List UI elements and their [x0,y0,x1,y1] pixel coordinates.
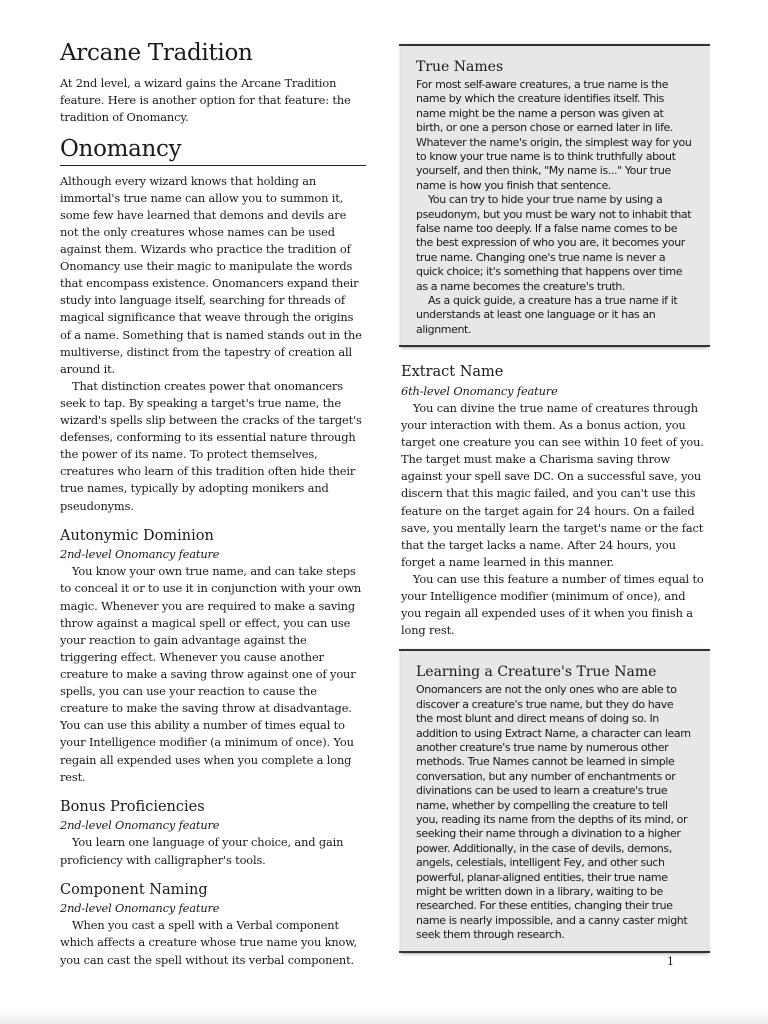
feature-level: 2nd-level Onomancy feature [60,901,220,916]
feature-text: You can use this feature a number of times equal to your Intelligence modifier (minimum of once), and you regain all expended uses of it when you finish a long rest. [401,571,704,638]
page-number: 1 [667,955,674,968]
onomancy-paragraph-1: Although every wizard knows that holding an immortal's true name can allow you to summon it, some few have learned that demons and devils are not the only creatures whose names can be used against them. Wizards who practice the tradition of Onomancy use their magic to manipulate the words that encompass existence. Onomancers expand their study into language itself, searching for threads of magical significance that weave through the origins of a name. Something that is named stands out in the multiverse, distinct from the tapestry of creation all around it. [60,173,362,376]
sidebar-paragraph: You can try to hide your true name by using a pseudonym, but you must be wary not to inhabit that false name too deeply. If a false name comes to be the best expression of who you are, it becomes your true name. Changing one's true name is never a quick choice; it's something that happens over time as a name becomes the creature's truth. [416,193,692,293]
right-column [401,40,708,953]
feature-heading-component-naming: Component Naming [60,881,208,898]
page-bottom-shadow [0,1010,768,1024]
sidebar-title: True Names [416,59,504,75]
feature-text: You can divine the true name of creatures through your interaction with them. As a bonus action, you target one creature you can see within 10 feet of you. The target must make a Charisma saving throw against your spell save DC. On a successful save, you discern that this magic failed, and you can't use this feature on the target again for 24 hours. On a failed save, you mentally learn the target's name or the fact that the target lacks a name. After 24 hours, you forget a name learned in this manner. [401,400,704,569]
intro-paragraph: At 2nd level, a wizard gains the Arcane Tradition feature. Here is another option for that feature: the tradition of Onomancy. [60,75,351,124]
sidebar-paragraph: As a quick guide, a creature has a true name if it understands at least one language or it has an alignment. [416,293,678,336]
feature-text: You know your own true name, and can take steps to conceal it or to use it in conjunction with your own magic. Whenever you are required to make a saving throw against a magical spell or effect, you can use your reaction to gain advantage against the triggering effect. Whenever you cause another creature to make a saving throw against one of your spells, you can use your reaction to cause the creature to make the saving throw at disadvantage. You can use this ability a number of times equal to your Intelligence modifier (a minimum of once). You regain all expended uses when you complete a long rest. [60,564,362,784]
section-title: Arcane Tradition [60,40,253,66]
sidebar-paragraph: For most self-aware creatures, a true name is the name by which the creature identifies itself. This name might be the name a person was given at birth, or one a person chose or earned later in life. Whatever the name's origin, the simplest way for you to know your true name is to think truthfully about yourself, and then think, "My name is..." Your true name is how you finish that sentence. [416,77,692,192]
feature-level: 6th-level Onomancy feature [401,383,558,398]
sidebar-paragraph: Onomancers are not the only ones who are able to discover a creature's true name, but they do have the most blunt and direct means of doing so. In addition to using Extract Name, a character can learn another creature's true name by numerous other methods. True Names cannot be learned in simple conversation, but any number of enchantments or divinations can be used to learn a creature's true name, whether by compelling the creature to tell you, reading its name from the depths of its mind, or seeking their name through a divination to a higher power. Additionally, in the case of devils, demons, angels, celestials, intelligent Fey, and other such powerful, planar-aligned entities, their true name might be written down in a library, waiting to be researched. For these entities, changing their true name is nearly impossible, and a canny caster might seek them through research. [416,683,691,942]
learning-true-name-sidebar [401,649,708,952]
true-names-sidebar [401,44,708,347]
feature-heading-bonus-proficiencies: Bonus Proficiencies [60,798,205,815]
subclass-title: Onomancy [60,136,366,166]
feature-text: You learn one language of your choice, and gain proficiency with calligrapher's tools. [60,835,344,867]
extract-name-section [401,363,708,639]
onomancy-paragraph-2: That distinction creates power that onomancers seek to tap. By speaking a target's true name, the wizard's spells slip between the cracks of the target's defenses, conforming to its essential nature through the power of its name. To protect themselves, creatures who learn of this tradition often hide their true names, typically by adopting monikers and pseudonyms. [60,378,362,513]
left-column [60,40,366,969]
feature-heading-extract-name: Extract Name [401,364,504,381]
feature-level: 2nd-level Onomancy feature [60,547,220,562]
feature-text: When you cast a spell with a Verbal component which affects a creature whose true name you know, you can cast the spell without its verbal component. [60,918,357,967]
feature-heading-autonymic-dominion: Autonymic Dominion [60,527,214,544]
feature-level: 2nd-level Onomancy feature [60,818,220,833]
sidebar-title: Learning a Creature's True Name [416,664,657,681]
